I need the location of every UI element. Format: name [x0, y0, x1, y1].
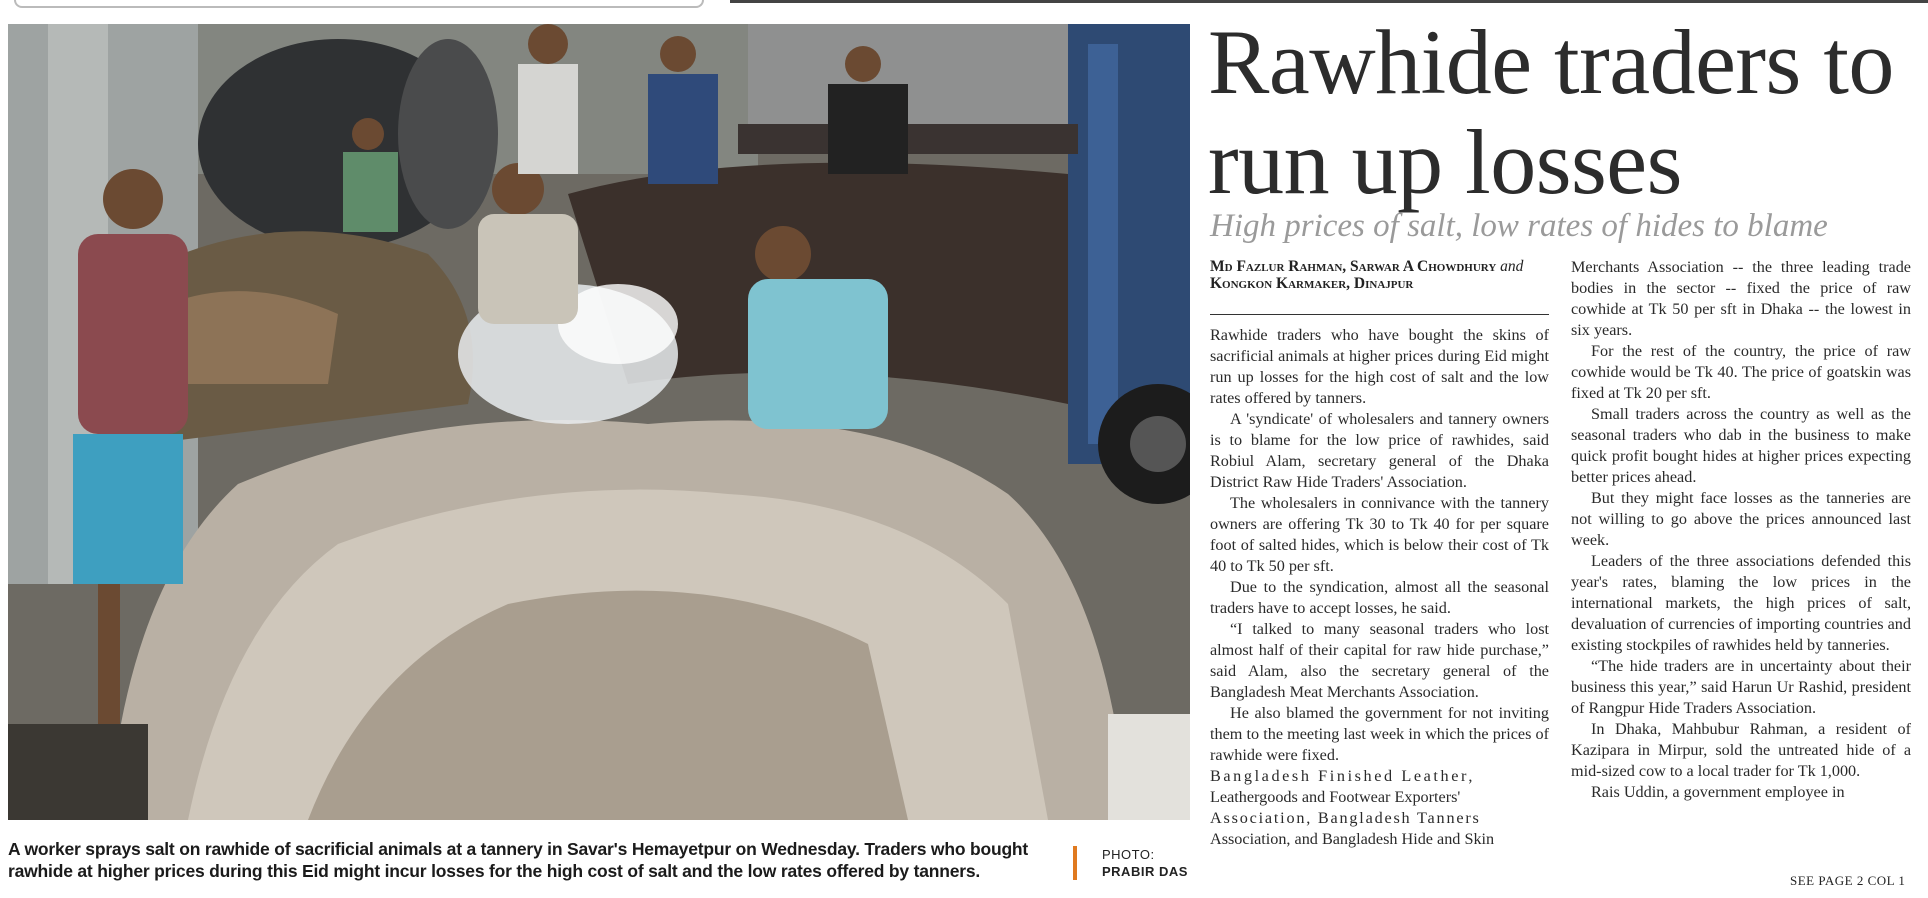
article-column-2 [1571, 257, 1911, 803]
assoc-line-1: Bangladesh Finished Leather, [1210, 767, 1476, 785]
byline-rule [1210, 314, 1549, 315]
photo-credit [1102, 846, 1188, 880]
paragraph: Leaders of the three associations defended this year's rates, blaming the low prices in the international markets, the high prices of salt, devaluation of currencies of importing countries and existing stockpiles of rawhides held by tanneries. [1571, 552, 1911, 654]
paragraph: A 'syndicate' of wholesalers and tannery owners is to blame for the low price of rawhides, said Robiul Alam, secretary general of the Dhaka District Raw Hide Traders' Association. [1210, 410, 1549, 491]
credit-accent-bar [1073, 846, 1077, 880]
credit-label: PHOTO: [1102, 847, 1155, 862]
paragraph: Rais Uddin, a government employee in [1591, 783, 1845, 801]
paragraph: He also blamed the government for not inviting them to the meeting last week in which the prices of rawhide were fixed. [1210, 704, 1549, 764]
top-rule [730, 0, 1928, 3]
article-subheadline: High prices of salt, low rates of hides to blame [1210, 208, 1828, 244]
paragraph-associations [1210, 766, 1549, 850]
photo-caption: A worker sprays salt on rawhide of sacrificial animals at a tannery in Savar's Hemayetpur on Wednesday. Traders who bought rawhide at higher prices during this Eid might incur losses for the high cost of salt and the low rates offered by tanners. [8, 839, 1029, 881]
paragraph: Rawhide traders who have bought the skins of sacrificial animals at higher prices during Eid might run up losses for the high cost of salt and the low rates offered by tanners. [1210, 326, 1549, 407]
paragraph: In Dhaka, Mahbubur Rahman, a resident of Kazipara in Mirpur, sold the untreated hide of a mid-sized cow to a local trader for Tk 1,000. [1571, 720, 1911, 780]
jump-line[interactable]: SEE PAGE 2 COL 1 [1790, 873, 1906, 888]
article-headline: Rawhide traders to run up losses [1208, 11, 1894, 213]
article-column-1 [1210, 325, 1549, 850]
header-frame-fragment [14, 0, 704, 8]
paragraph: “I talked to many seasonal traders who lost almost half of their capital for raw hide purchase,” said Alam, also the secretary general of the Bangladesh Meat Merchants Association. [1210, 620, 1549, 701]
article-byline [1210, 258, 1550, 292]
paragraph: Small traders across the country as well as the seasonal traders who dab in the business to make quick profit bought hides at higher prices expecting better prices ahead. [1571, 405, 1911, 486]
paragraph: Merchants Association -- the three leading trade bodies in the sector -- fixed the price of raw cowhide at Tk 50 per sft in Dhaka -- the lowest in six years. [1571, 258, 1911, 339]
paragraph: But they might face losses as the tanneries are not willing to go above the prices announced last week. [1571, 489, 1911, 549]
credit-name: PRABIR DAS [1102, 864, 1188, 879]
paragraph: “The hide traders are in uncertainty about their business this year,” said Harun Ur Rashid, president of Rangpur Hide Traders Association. [1571, 657, 1911, 717]
assoc-line-2: Leathergoods and Footwear Exporters' [1210, 788, 1461, 806]
byline-and: and [1500, 258, 1524, 275]
byline-authors-1: Md Fazlur Rahman, Sarwar A Chowdhury [1210, 258, 1497, 275]
assoc-line-3: Association, Bangladesh Tanners [1210, 809, 1481, 827]
paragraph: The wholesalers in connivance with the tannery owners are offering Tk 30 to Tk 40 for per square foot of salted hides, which is below their cost of Tk 40 to Tk 50 per sft. [1210, 494, 1549, 575]
assoc-line-4: Association, and Bangladesh Hide and Skin [1210, 830, 1495, 848]
byline-authors-2: Kongkon Karmaker, Dinajpur [1210, 275, 1414, 292]
paragraph: Due to the syndication, almost all the seasonal traders have to accept losses, he said. [1210, 578, 1549, 617]
news-photo [8, 24, 1190, 820]
paragraph: For the rest of the country, the price of raw cowhide would be Tk 40. The price of goatskin was fixed at Tk 20 per sft. [1571, 342, 1911, 402]
